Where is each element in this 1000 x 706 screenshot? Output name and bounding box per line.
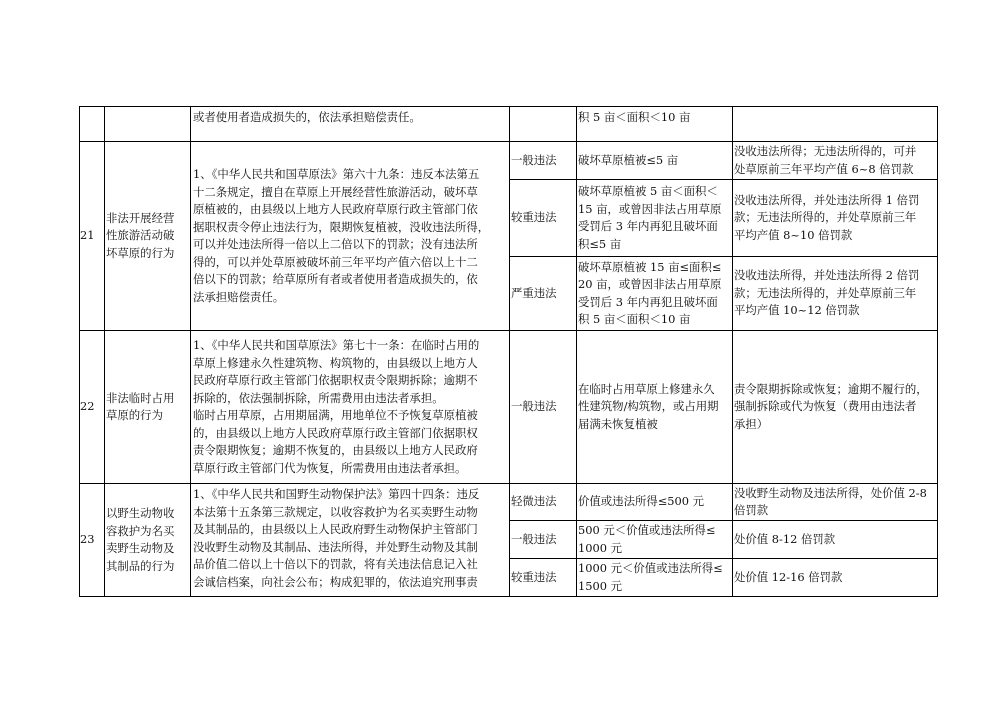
basis-line: 或者使用者造成损失的，依法承担赔偿责任。 — [193, 110, 421, 124]
violation-name-23 — [106, 484, 190, 596]
basis-line: 及其制品的，由县级以上人民政府野生动物保护主管部门 — [193, 522, 478, 536]
basis-line: 得的，可以并处草原被破坏前三年平均产值六倍以上十二 — [193, 254, 478, 269]
level-23-3: 较重违法 — [511, 569, 557, 584]
legal-basis-23 — [193, 486, 509, 596]
penalty-23-2: 处价值 8-12 倍罚款 — [734, 531, 836, 546]
level-23-1: 轻微违法 — [511, 494, 557, 509]
basis-line: 的，由县级以上地方人民政府草原行政主管部门依据职权 — [193, 425, 478, 440]
basis-line: 据职权责令停止违法行为，限期恢复植被，没收违法所得， — [193, 219, 490, 234]
level-21-1: 一般违法 — [511, 152, 557, 167]
basis-line: 1、《中华人民共和国草原法》第七十一条：在临时占用的 — [193, 338, 480, 352]
circumstance-22-1: 在临时占用草原上修建永久 性建筑物/构筑物，或占用期 届满未恢复植被 — [578, 381, 719, 431]
level-21-3: 严重违法 — [511, 285, 557, 300]
basis-line: 1、《中华人民共和国草原法》第六十九条：违反本法第五 — [193, 167, 480, 181]
penalty-21-2: 没收违法所得，并处违法所得 1 倍罚 款；无违法所得的，并处草原前三年 平均产值 8~10 倍罚款 — [734, 192, 920, 242]
circumstance-23-3: 1000 元＜价值或违法所得≤ 1500 元 — [578, 561, 723, 593]
level-23-2: 一般违法 — [511, 531, 557, 546]
basis-line: 品价值二倍以上十倍以下的罚款，将有关违法信息记入社 — [193, 557, 478, 571]
circumstance-21-1: 破坏草原植被≤5 亩 — [578, 152, 679, 167]
level-21-2: 较重违法 — [511, 210, 557, 225]
basis-line: 拆除的，依法强制拆除，所需费用由违法者承担。 — [193, 390, 444, 405]
basis-line: 临时占用草原，占用期届满，用地单位不予恢复草原植被 — [193, 408, 478, 422]
violation-name-22 — [106, 331, 190, 483]
basis-cell-continued — [193, 109, 507, 139]
legal-basis-21 — [193, 142, 509, 330]
level-22-1: 一般违法 — [511, 399, 557, 414]
penalty-22-1: 责令限期拆除或恢复；逾期不履行的， 强制拆除或代为恢复（费用由违法者 承担） — [734, 381, 928, 431]
basis-line: 会诚信档案，向社会公布；构成犯罪的，依法追究刑事责 — [193, 574, 478, 589]
penalty-23-1: 没收野生动物及违法所得，处价值 2-8 倍罚款 — [734, 485, 927, 517]
name-line: 性旅游活动破 — [106, 228, 175, 243]
basis-line: 可以并处违法所得一倍以上二倍以下的罚款；没有违法所 — [193, 237, 478, 251]
basis-line: 法承担赔偿责任。 — [193, 289, 285, 304]
violation-name-21 — [106, 142, 190, 330]
basis-line: 责令限期恢复；逾期不恢复的，由县级以上地方人民政府 — [193, 443, 478, 457]
circumstance-23-2: 500 元＜价值或违法所得≤ 1000 元 — [578, 523, 716, 555]
name-line: 其制品的行为 — [106, 558, 175, 573]
circumstance-line: 积 5 亩＜面积＜10 亩 — [578, 110, 691, 124]
circumstance-21-3: 破坏草原植被 15 亩≤面积≤ 20 亩，或曾因非法占用草原 受罚后 3 年内再犯且破坏面 积 5 亩＜面积＜10 亩 — [578, 259, 722, 326]
circumstance-cell-continued — [578, 109, 730, 139]
circumstance-23-1: 价值或违法所得≤500 元 — [578, 494, 705, 509]
name-line: 非法临时占用 — [106, 390, 175, 405]
penalty-21-1: 没收违法所得；无违法所得的，可并 处草原前三年平均产值 6~8 倍罚款 — [734, 144, 917, 176]
name-line: 卖野生动物及 — [106, 541, 175, 555]
name-line: 容救护为名买 — [106, 523, 175, 538]
basis-line: 十二条规定，擅自在草原上开展经营性旅游活动，破坏草 — [193, 184, 478, 199]
penalty-21-3: 没收违法所得，并处违法所得 2 倍罚 款；无违法所得的，并处草原前三年 平均产值 10~12 倍罚款 — [734, 268, 920, 318]
basis-line: 本法第十五条第三款规定，以收容救护为名买卖野生动物 — [193, 504, 478, 519]
row-number-21: 21 — [80, 228, 95, 243]
name-line: 草原的行为 — [106, 408, 163, 422]
basis-line: 草原上修建永久性建筑物、构筑物的，由县级以上地方人 — [193, 355, 478, 370]
name-line: 坏草原的行为 — [106, 245, 175, 260]
row-number-23: 23 — [80, 532, 95, 547]
basis-line: 原植被的，由县级以上地方人民政府草原行政主管部门依 — [193, 202, 478, 216]
name-line: 非法开展经营 — [106, 210, 175, 225]
name-line: 以野生动物收 — [106, 506, 175, 520]
circumstance-21-2: 破坏草原植被 5 亩＜面积＜ 15 亩，或曾因非法占用草原 受罚后 3 年内再犯且破坏面 积≤5 亩 — [578, 184, 722, 251]
basis-line: 没收野生动物及其制品、违法所得，并处野生动物及其制 — [193, 539, 478, 554]
basis-line: 民政府草原行政主管部门依据职权责令限期拆除；逾期不 — [193, 373, 478, 387]
basis-line: 1、《中华人民共和国野生动物保护法》第四十四条：违反 — [193, 487, 480, 501]
basis-line: 倍以下的罚款；给草原所有者或者使用者造成损失的，依 — [193, 272, 478, 286]
basis-line: 草原行政主管部门代为恢复，所需费用由违法者承担。 — [193, 460, 467, 475]
penalty-23-3: 处价值 12-16 倍罚款 — [734, 569, 843, 584]
legal-basis-22 — [193, 331, 509, 483]
row-number-22: 22 — [80, 399, 95, 414]
